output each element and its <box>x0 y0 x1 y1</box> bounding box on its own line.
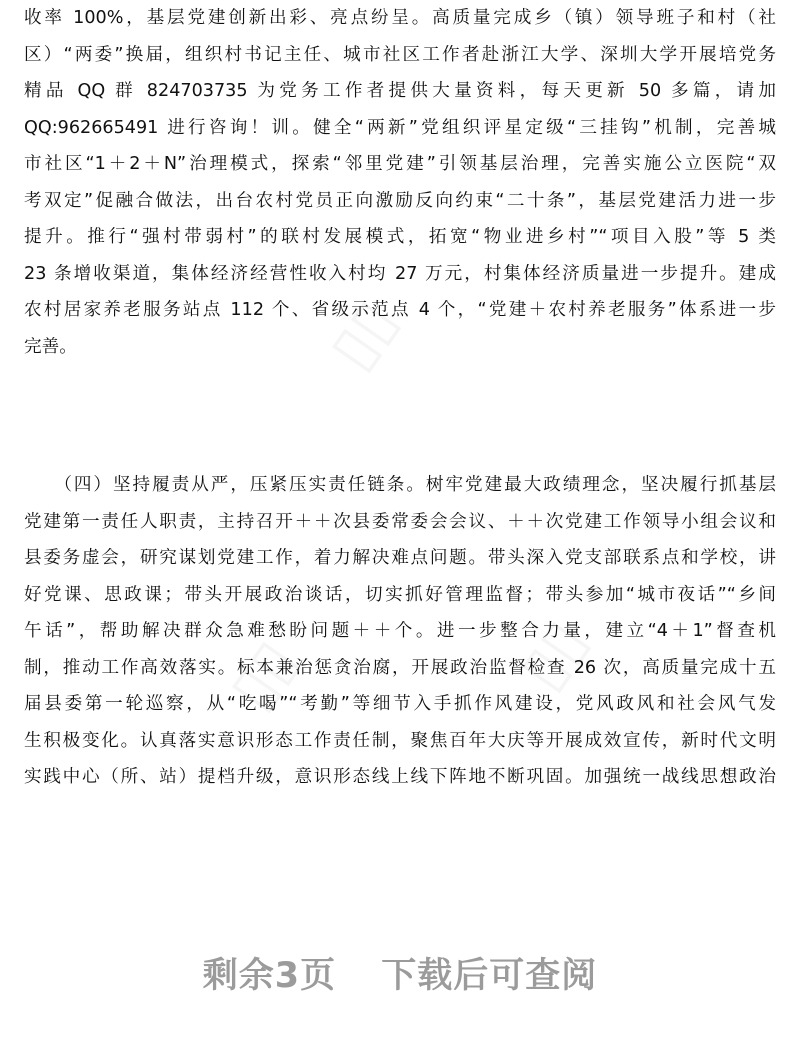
text-line: 收率 100%，基层党建创新出彩、亮点纷呈。高质量完成乡（镇）领导班子和村（社 <box>24 8 776 28</box>
text-line: 生积极变化。认真落实意识形态工作责任制，聚焦百年大庆等开展成效宣传，新时代文明 <box>24 730 776 751</box>
watermark: ▯▯ <box>315 287 411 383</box>
text-line: 实践中心（所、站）提档升级，意识形态线上线下阵地不断巩固。加强统一战线思想政治 <box>24 767 776 787</box>
text-line: 考双定”促融合做法，出台农村党员正向激励反向约束“二十条”，基层党建活力进一步 <box>24 190 776 211</box>
watermark: ▯▯ <box>215 627 311 723</box>
text-line: QQ:962665491 进行咨询！训。健全“两新”党组织评星定级“三挂钩”机制，完善城 <box>24 117 776 138</box>
watermark: ▯▯ <box>505 607 601 703</box>
text-line: 市社区“1＋2＋N”治理模式，探索“邻里党建”引领基层治理，完善实施公立医院“双 <box>24 154 776 174</box>
text-line: （四）坚持履责从严，压紧压实责任链条。树牢党建最大政绩理念，坚决履行抓基层 <box>24 475 776 495</box>
text-line: 23 条增收渠道，集体经济经营性收入村均 27 万元，村集体经济质量进一步提升。建成 <box>24 263 776 284</box>
text-line: 提升。推行“强村带弱村”的联村发展模式，拓宽“物业进乡村”“项目入股”等 5 类 <box>24 227 776 247</box>
download-prompt[interactable] <box>0 948 800 998</box>
text-line: 党建第一责任人职责，主持召开＋＋次县委常委会会议、＋＋次党建工作领导小组会议和 <box>24 511 776 532</box>
text-line: 好党课、思政课；带头开展政治谈话，切实抓好管理监督；带头参加“城市夜话”“乡间 <box>24 584 776 605</box>
text-line: 县委务虚会，研究谋划党建工作，着力解决难点问题。带头深入党支部联系点和学校，讲 <box>24 548 776 568</box>
download-to-view-text: 下载后可查阅 <box>381 956 598 996</box>
text-line: 届县委第一轮巡察，从“吃喝”“考勤”等细节入手抓作风建设，党风政风和社会风气发 <box>24 694 776 714</box>
text-line: 午话”，帮助解决群众急难愁盼问题＋＋个。进一步整合力量，建立“4＋1”督查机 <box>24 621 776 641</box>
text-line: 完善。 <box>24 336 77 357</box>
text-line: 精品 QQ 群 824703735 为党务工作者提供大量资料，每天更新 50 多篇，请加 <box>24 81 776 101</box>
text-line: 区）“两委”换届，组织村书记主任、城市社区工作者赴浙江大学、深圳大学开展培党务 <box>24 44 776 65</box>
paragraph-2 <box>24 467 776 796</box>
text-line: 农村居家养老服务站点 112 个、省级示范点 4 个，“党建＋农村养老服务”体系进一步 <box>24 300 776 320</box>
text-line: 制，推动工作高效落实。标本兼治惩贪治腐，开展政治监督检查 26 次，高质量完成十五 <box>24 657 776 678</box>
paragraph-1 <box>24 0 776 365</box>
remaining-pages-text: 剩余3页 <box>202 956 337 996</box>
